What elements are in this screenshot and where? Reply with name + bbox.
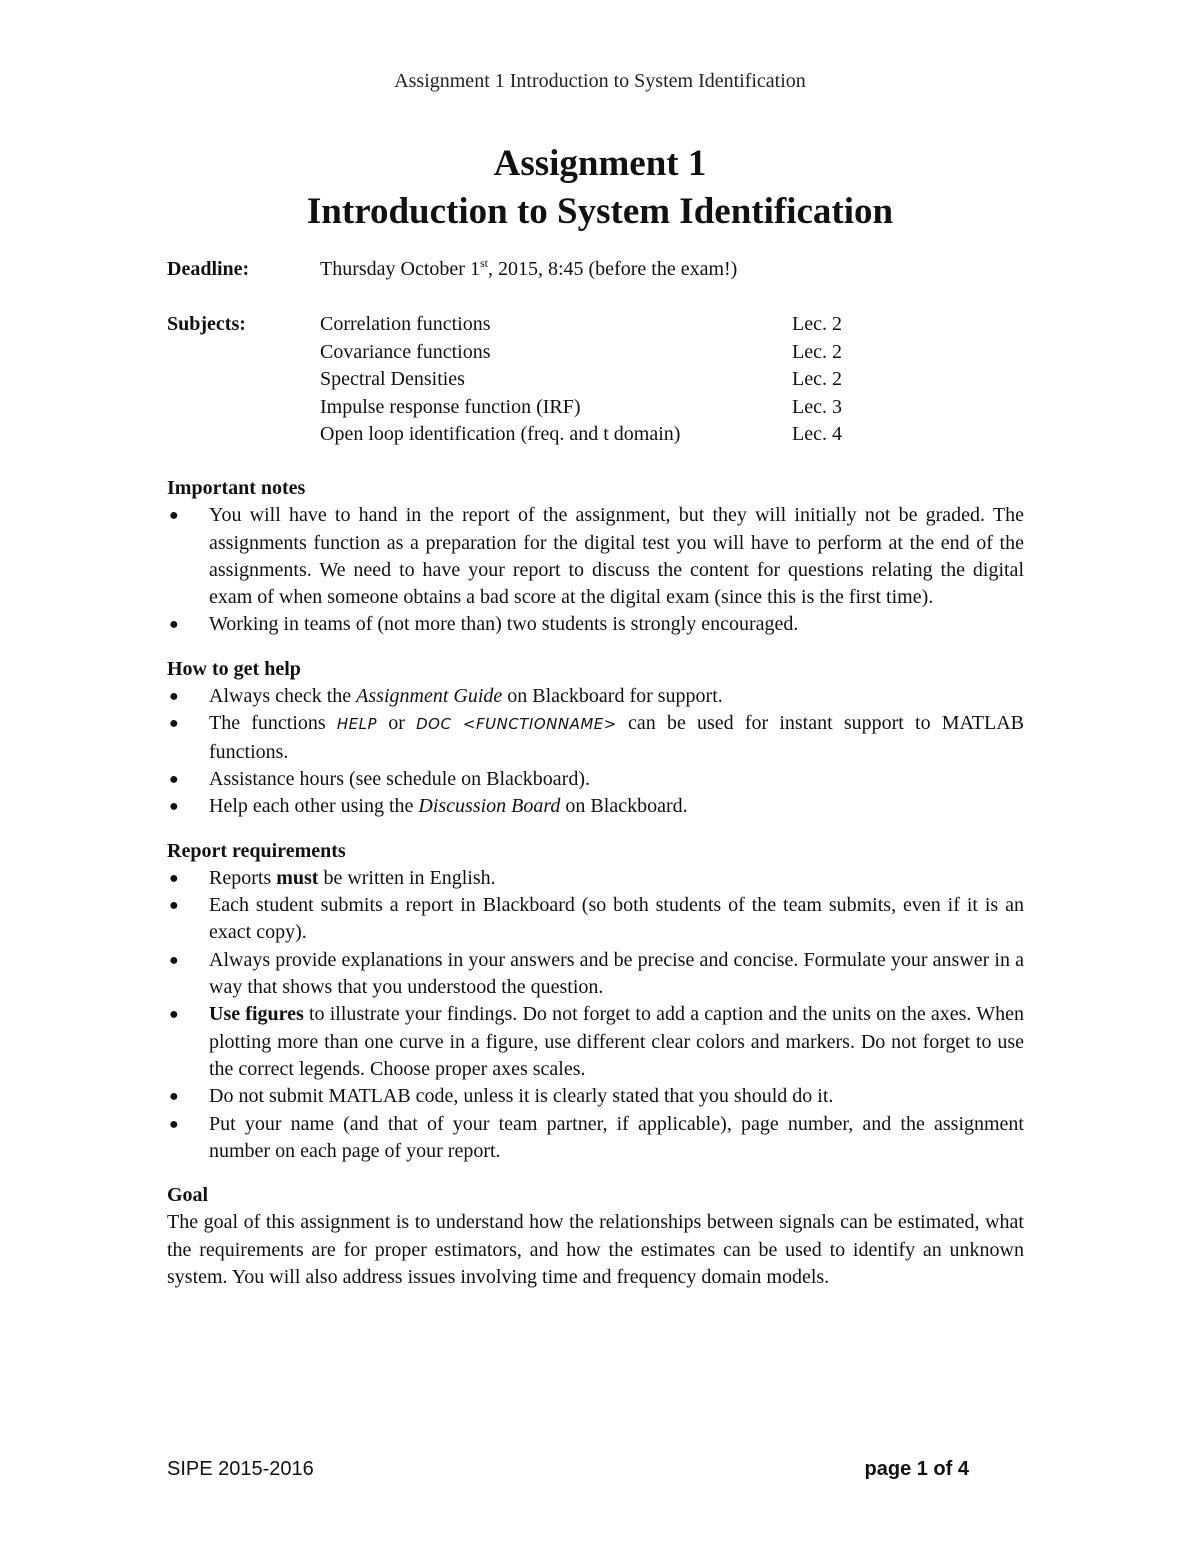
subject-row — [167, 423, 867, 451]
section-heading: Important notes — [167, 477, 306, 499]
list-item: ● Reports must be written in English. — [167, 865, 1024, 892]
subject-lecture: Lec. 2 — [792, 368, 842, 390]
bullet-list — [167, 683, 1024, 820]
subject-lecture: Lec. 2 — [792, 313, 842, 335]
bullet-icon: ● — [169, 507, 179, 525]
subject-name: Correlation functions — [320, 313, 491, 335]
bullet-icon: ● — [169, 897, 179, 915]
subject-row — [167, 368, 867, 396]
list-item: ● Use figures to illustrate your findings. Do not forget to add a caption and the units on the axes. When plotting more than one curve in a figure, use different clear colors and markers. Do not forget to use the correct legends. Choose proper axes scales. — [169, 1003, 1024, 1080]
section-heading: Goal — [167, 1184, 209, 1207]
list-item: ● Assistance hours (see schedule on Blackboard). — [167, 766, 1024, 793]
subjects-label: Subjects: — [167, 313, 246, 335]
deadline-value: Thursday October 1st, 2015, 8:45 (before the exam!) — [320, 256, 738, 280]
list-item: ● Each student submits a report in Blackboard (so both students of the team submits, even if it is an exact copy). — [169, 894, 1024, 944]
footer-page-number: page 1 of 4 — [864, 1458, 969, 1480]
title-line-1: Assignment 1 — [493, 143, 707, 184]
deadline-label: Deadline: — [167, 258, 250, 280]
bullet-icon: ● — [169, 869, 179, 887]
list-item: ● The functions HELP or DOC <FUNCTIONNAME> can be used for instant support to MATLAB functions. — [169, 712, 1024, 763]
bullet-icon: ● — [169, 715, 179, 733]
footer-course: SIPE 2015-2016 — [167, 1458, 314, 1480]
bullet-icon: ● — [169, 616, 179, 634]
discussion-board-reference: Discussion Board — [418, 795, 561, 818]
code-doc: DOC <FUNCTIONNAME> — [416, 715, 617, 734]
subject-lecture: Lec. 2 — [792, 341, 842, 363]
subject-lecture: Lec. 4 — [792, 423, 842, 445]
report-requirements-section — [167, 838, 1024, 1166]
goal-paragraph: The goal of this assignment is to understand how the relationships between signals can be estimated, what the requirements are for proper estimators, and how the estimates can be used to identify an unknown system. You will also address issues involving time and frequency domain models. — [167, 1211, 1024, 1289]
section-heading: How to get help — [167, 657, 301, 680]
bullet-list — [167, 865, 1024, 1165]
bullet-list — [167, 502, 1024, 638]
subject-row — [167, 313, 867, 341]
title-line-2: Introduction to System Identification — [306, 191, 894, 232]
subject-name: Spectral Densities — [320, 368, 465, 390]
assignment-guide-reference: Assignment Guide — [356, 685, 503, 708]
main-content — [167, 475, 1024, 1308]
subject-row — [167, 341, 867, 369]
bullet-icon: ● — [169, 798, 179, 816]
list-item: ● Help each other using the Discussion Board on Blackboard. — [167, 793, 1024, 820]
bullet-icon: ● — [169, 688, 179, 706]
bullet-icon: ● — [169, 1006, 179, 1024]
list-item: ● Always provide explanations in your answers and be precise and concise. Formulate your answer in a way that shows that you understood the question. — [169, 948, 1024, 999]
subject-name: Impulse response function (IRF) — [320, 396, 581, 418]
subject-name: Open loop identification (freq. and t domain) — [320, 423, 681, 445]
bullet-icon: ● — [169, 1115, 179, 1133]
goal-section — [167, 1182, 1024, 1291]
running-header: Assignment 1 Introduction to System Identification — [394, 70, 806, 92]
list-item: ● Put your name (and that of your team partner, if applicable), page number, and the assignment number on each page of your report. — [169, 1112, 1024, 1162]
subject-lecture: Lec. 3 — [792, 396, 842, 418]
bullet-icon: ● — [169, 951, 179, 969]
subject-name: Covariance functions — [320, 341, 491, 363]
help-section — [167, 656, 1024, 821]
list-item: ● Working in teams of (not more than) two students is strongly encouraged. — [167, 611, 1024, 638]
section-heading: Report requirements — [167, 839, 346, 862]
list-item: ● Do not submit MATLAB code, unless it is clearly stated that you should do it. — [167, 1083, 1024, 1110]
list-item: ● You will have to hand in the report of the assignment, but they will initially not be graded. The assignments function as a preparation for the digital test you will have to perform at the end of the assignments. We need to have your report to discuss the content for questions relating the digital exam of when someone obtains a bad score at the digital exam (since this is the first time). — [169, 504, 1024, 609]
document-title — [0, 140, 1200, 236]
code-help: HELP — [336, 715, 378, 734]
important-notes-section — [167, 475, 1024, 639]
subject-row — [167, 396, 867, 424]
bullet-icon: ● — [169, 770, 179, 788]
bullet-icon: ● — [169, 1088, 179, 1106]
list-item: ● Always check the Assignment Guide on Blackboard for support. — [167, 683, 1024, 710]
